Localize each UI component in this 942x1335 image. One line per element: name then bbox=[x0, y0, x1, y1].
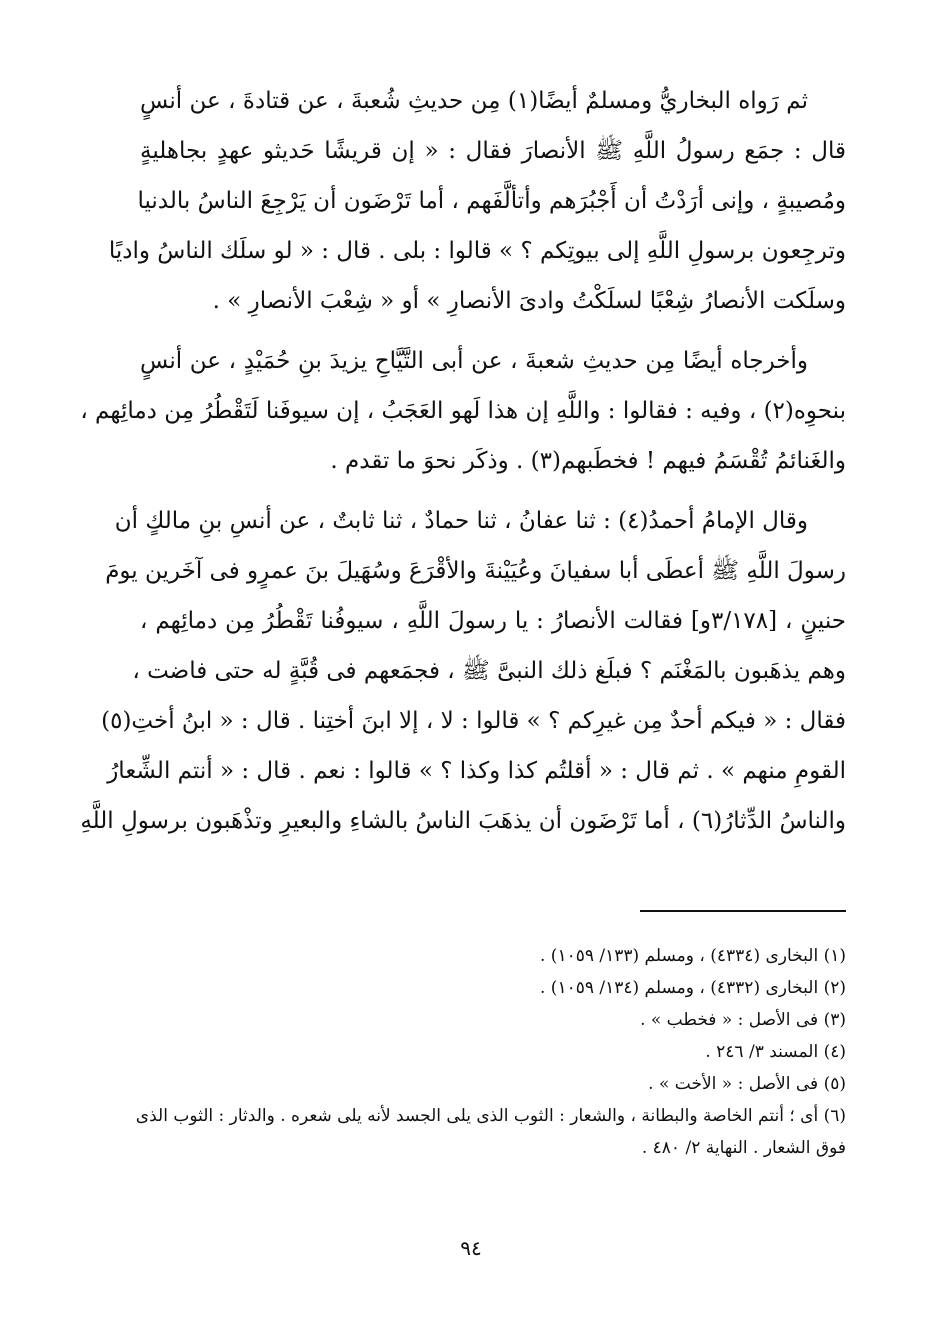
page-number: ٩٤ bbox=[460, 1236, 482, 1260]
text-line: ومُصيبةٍ ، وإنى أرَدْتُ أن أَجْبُرَهم وأتألَّفَهم ، أما تَرْضَون أن يَرْجِعَ الناسُ بالدنيا bbox=[137, 188, 846, 214]
footnote-6: (٦) أى ؛ أنتم الخاصة والبطانة ، والشعار : الثوب الذى يلى الجسد لأنه يلى شعره . والدثار : الثوب الذى bbox=[135, 1106, 846, 1126]
footnote-4: (٤) المسند ٣/ ٢٤٦ . bbox=[705, 1042, 846, 1062]
paragraph-gap bbox=[140, 486, 846, 496]
paragraph-3 bbox=[80, 496, 846, 846]
main-text-body bbox=[80, 76, 846, 846]
text-line: القومِ منهم » . ثم قال : « أقلتُم كذا وكذا ؟ » قالوا : نعم . قال : « أنتم الشِّعارُ bbox=[107, 758, 846, 784]
footnote-5: (٥) فى الأصل : « الأخت » . bbox=[648, 1074, 846, 1094]
text-line: وترجِعون برسولِ اللَّهِ إلى بيوتِكم ؟ » قالوا : بلى . قال : « لو سلَك الناسُ واديًا bbox=[108, 238, 846, 264]
text-line: وسلَكت الأنصارُ شِعْبًا لسلَكْتُ وادىَ الأنصارِ » أو « شِعْبَ الأنصارِ » . bbox=[212, 288, 846, 314]
text-line: حنينٍ ، [٣/١٧٨و] فقالت الأنصارُ : يا رسولَ اللَّهِ ، سيوفُنا تَقْطُرُ مِن دمائِهم ، bbox=[140, 608, 846, 634]
text-line: ثم رَواه البخاريُّ ومسلمٌ أيضًا(١) مِن حديثِ شُعبةَ ، عن قتادةَ ، عن أنسٍ bbox=[140, 88, 808, 114]
text-line: والناسُ الدِّثارُ(٦) ، أما تَرْضَون أن يذهَبَ الناسُ بالشاءِ والبعيرِ وتذْهَبون برسولِ اللَّهِ bbox=[80, 808, 846, 834]
footnote-3: (٣) فى الأصل : « فخطب » . bbox=[640, 1010, 846, 1030]
footnote-1: (١) البخارى (٤٣٣٤) ، ومسلم (١٣٣/ ١٠٥٩) . bbox=[539, 946, 846, 966]
text-line: رسولَ اللَّهِ ﷺ أعطَى أبا سفيانَ وعُيَيْنةَ والأقْرَعَ وسُهَيلَ بنَ عمرٍو فى آخَرين يومَ bbox=[105, 558, 846, 584]
text-line: بنحوِه(٢) ، وفيه : فقالوا : واللَّهِ إن هذا لَهو العَجَبُ ، إن سيوفَنا لَتَقْطُرُ مِن دمائِهم ، bbox=[80, 398, 846, 424]
text-line: فقال : « فيكم أحدٌ مِن غيرِكم ؟ » قالوا : لا ، إلا ابنَ أختِنا . قال : « ابنُ أختِ(٥) bbox=[101, 708, 846, 734]
footnote-6-continued: فوق الشعار . النهاية ٢/ ٤٨٠ . bbox=[641, 1138, 846, 1158]
footnote-divider bbox=[640, 910, 846, 912]
text-line: والغَنائمُ تُقْسَمُ فيهم ! فخطَبهم(٣) . وذكَر نحوَ ما تقدم . bbox=[330, 448, 846, 474]
paragraph-gap bbox=[140, 326, 846, 336]
paragraph-2 bbox=[80, 336, 846, 486]
paragraph-1 bbox=[108, 76, 846, 326]
footnotes bbox=[135, 940, 846, 1164]
text-line: قال : جمَع رسولُ اللَّهِ ﷺ الأنصارَ فقال : « إن قريشًا حَديثو عهدٍ بجاهليةٍ bbox=[140, 138, 846, 164]
text-line: وقال الإمامُ أحمدُ(٤) : ثنا عفانُ ، ثنا حمادٌ ، ثنا ثابتٌ ، عن أنسِ بنِ مالكٍ أن bbox=[114, 508, 808, 534]
text-line: وأخرجاه أيضًا مِن حديثِ شعبةَ ، عن أبى التَّيَّاحِ يزيدَ بنِ حُمَيْدٍ ، عن أنسٍ bbox=[140, 348, 808, 374]
footnote-2: (٢) البخارى (٤٣٣٢) ، ومسلم (١٣٤/ ١٠٥٩) . bbox=[539, 978, 846, 998]
text-line: وهم يذهَبون بالمَغْنَم ؟ فبلَغ ذلك النبىَّ ﷺ ، فجمَعهم فى قُبَّةٍ له حتى فاضت ، bbox=[132, 658, 846, 684]
